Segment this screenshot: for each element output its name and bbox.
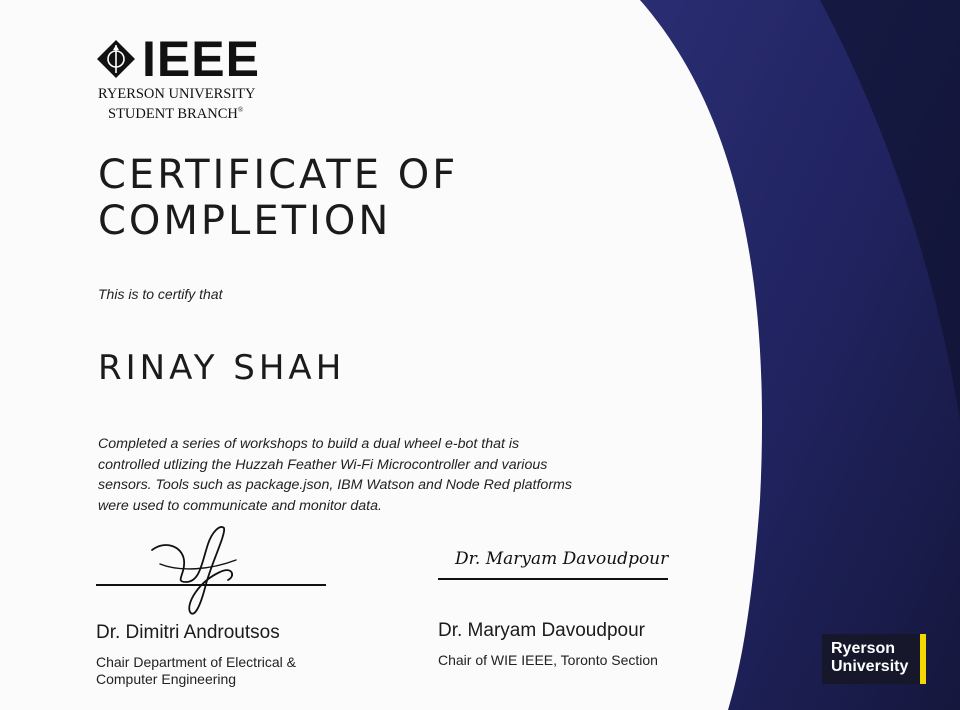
- signature-line-2: [438, 578, 668, 580]
- ryerson-badge-line1: Ryerson: [831, 640, 896, 657]
- description-text: Completed a series of workshops to build a dual wheel e-bot that is controlled utlizing the Huzzah Feather Wi-Fi Microcontroller and various sensors. Tools such as package.json, IBM Watson and Node Red platforms were used to communicate and monitor data.: [98, 436, 572, 514]
- intro-text: This is to certify that: [98, 286, 223, 302]
- signatory-1-role-line1: Chair Department of Electrical &: [96, 654, 296, 670]
- signatory-1-role: [96, 654, 296, 688]
- ryerson-badge-line2: University: [831, 658, 909, 675]
- title-line2: COMPLETION: [98, 198, 392, 244]
- signatory-1-role-line2: Computer Engineering: [96, 671, 237, 687]
- ieee-diamond-icon: [96, 39, 136, 79]
- signature-davoudpour: Dr. Maryam Davoudpour: [455, 549, 669, 569]
- registered-mark: ®: [237, 106, 244, 114]
- branch-name: [96, 86, 276, 122]
- ryerson-badge-text: [831, 640, 908, 676]
- certificate-title: [98, 152, 458, 244]
- signatory-2-role: Chair of WIE IEEE, Toronto Section: [438, 652, 658, 668]
- ieee-logo: [96, 31, 276, 122]
- signature-line-1: [96, 584, 326, 586]
- title-line1: CERTIFICATE OF: [98, 152, 459, 198]
- signatory-2-name: Dr. Maryam Davoudpour: [438, 620, 645, 641]
- recipient-name: RINAY SHAH: [98, 348, 346, 388]
- branch-line2: STUDENT BRANCH®: [108, 105, 244, 122]
- signatory-1-name: Dr. Dimitri Androutsos: [96, 622, 280, 643]
- ryerson-yellow-bar: [920, 634, 926, 684]
- signature-androutsos: [140, 522, 250, 620]
- branch-line1: RYERSON UNIVERSITY: [98, 86, 256, 102]
- ieee-wordmark: IEEE: [142, 31, 260, 87]
- ryerson-university-badge: [822, 634, 926, 684]
